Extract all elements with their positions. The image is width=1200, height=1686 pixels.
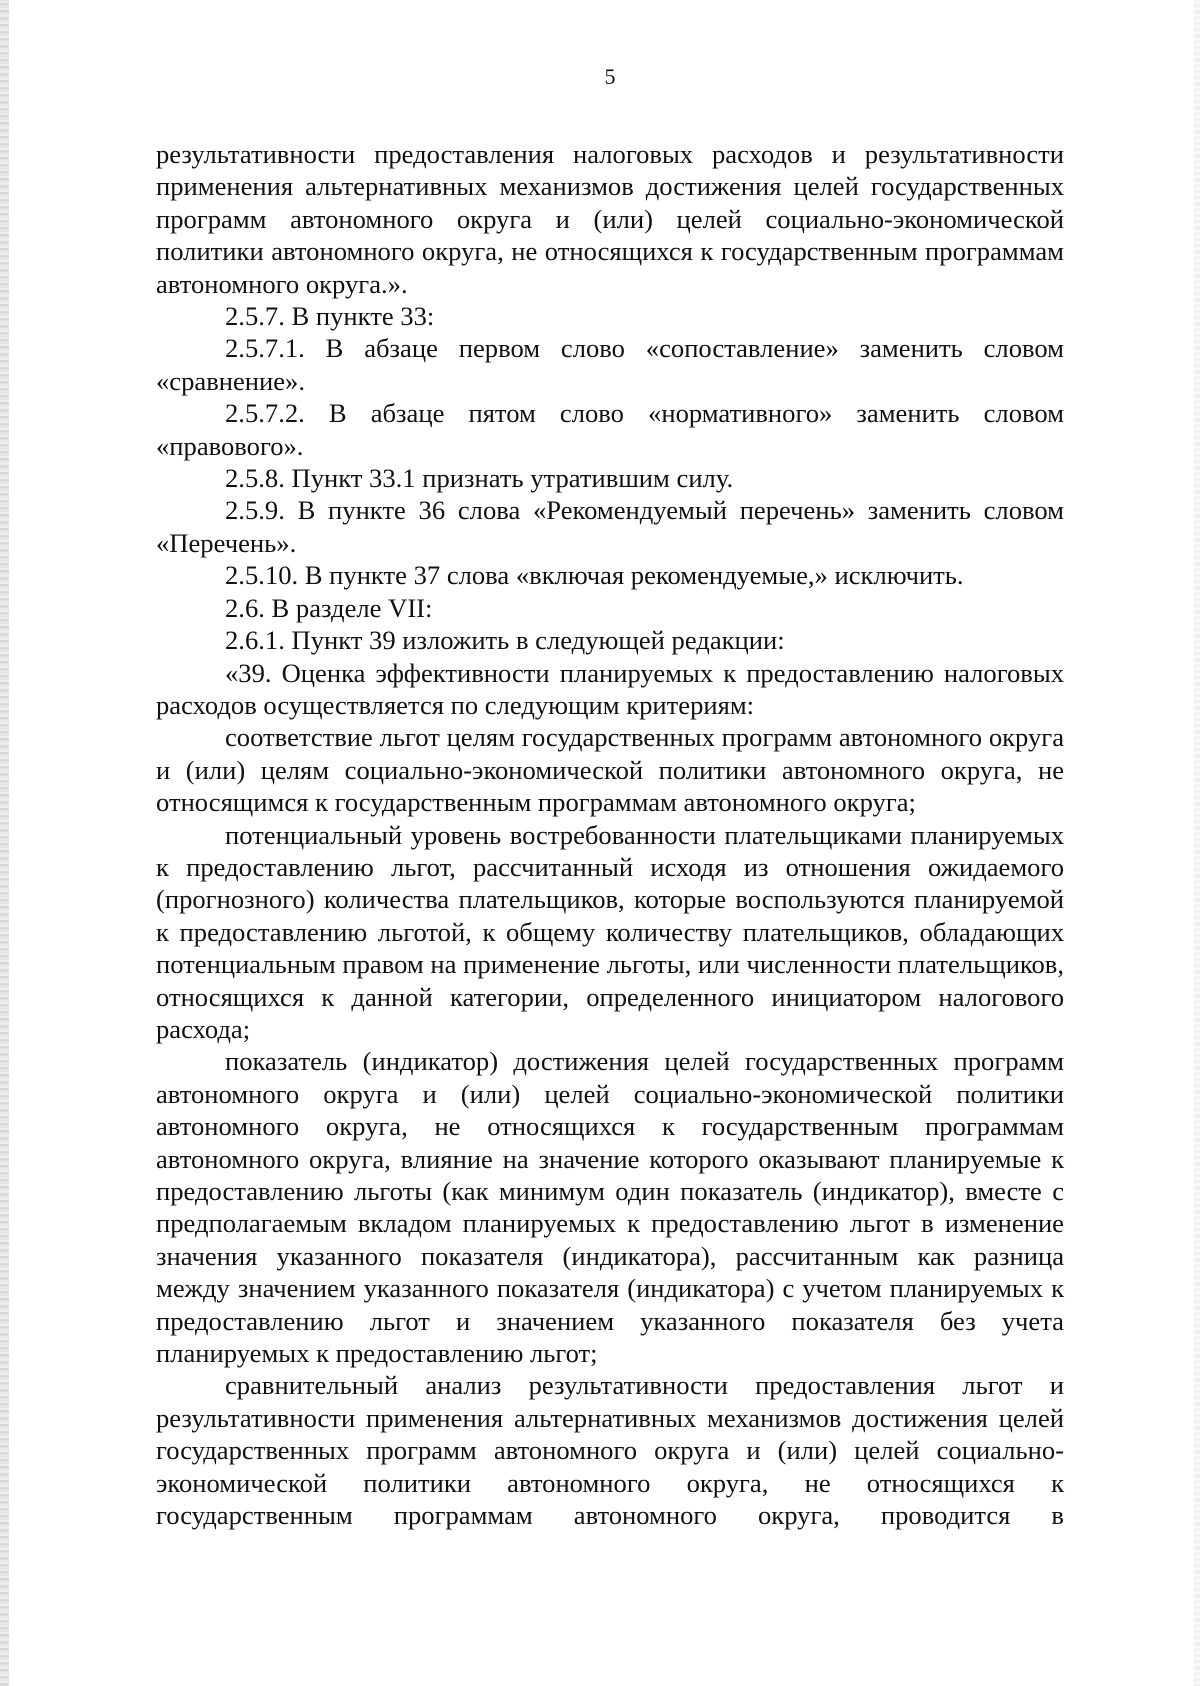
- paragraph-criterion-indicator: показатель (индикатор) достижения целей государственных программ автономного округа и (или) целей социально-экономической политики автономного округа, не относящихся к государственным программам автономного округа, влияние на значение которого оказывают планируемые к предоставлению льготы (как минимум один показатель (индикатор), вместе с предполагаемым вкладом планируемых к предоставлению льгот в изменение значения указанного показателя (индикатора), рассчитанным как разница между значением указанного показателя (индикатора) с учетом планируемых к предоставлению льгот и значением указанного показателя без учета планируемых к предоставлению льгот;: [156, 1046, 1064, 1369]
- scan-edge-right: [1194, 0, 1200, 1686]
- paragraph-2-5-10: 2.5.10. В пункте 37 слова «включая рекомендуемые,» исключить.: [225, 560, 964, 591]
- paragraph-2-5-7: 2.5.7. В пункте 33:: [225, 301, 435, 332]
- paragraph-2-5-8: 2.5.8. Пункт 33.1 признать утратившим силу.: [225, 463, 734, 494]
- paragraph-point-39: «39. Оценка эффективности планируемых к предоставлению налоговых расходов осуществляется по следующим критериям:: [156, 657, 1064, 720]
- paragraph-2-6-1: 2.6.1. Пункт 39 изложить в следующей редакции:: [225, 625, 785, 656]
- paragraph-criterion-goals: соответствие льгот целям государственных программ автономного округа и (или) целям социально-экономической политики автономного округа, не относящимся к государственным программам автономного округа;: [156, 722, 1064, 818]
- document-body: [156, 138, 1064, 1531]
- paragraph-2-6: 2.6. В разделе VII:: [225, 592, 433, 623]
- paragraph-2-5-7-2: 2.5.7.2. В абзаце пятом слово «нормативного» заменить словом «правового».: [156, 398, 1064, 461]
- scan-edge-left: [0, 0, 9, 1686]
- paragraph-2-5-7-1: 2.5.7.1. В абзаце первом слово «сопоставление» заменить словом «сравнение».: [156, 333, 1064, 396]
- paragraph-continuation: результативности предоставления налоговых расходов и результативности применения альтернативных механизмов достижения целей государственных программ автономного округа и (или) целей социально-экономической политики автономного округа, не относящихся к государственным программам автономного округа.».: [156, 139, 1064, 299]
- paragraph-criterion-comparison: сравнительный анализ результативности предоставления льгот и результативности применения альтернативных механизмов достижения целей государственных программ автономного округа и (или) целей социально-экономической политики автономного округа, не относящихся к государственным программам автономного округа, проводится в: [156, 1370, 1064, 1531]
- page-number: 5: [604, 64, 616, 89]
- paragraph-criterion-demand: потенциальный уровень востребованности плательщиками планируемых к предоставлению льгот, рассчитанный исходя из отношения ожидаемого (прогнозного) количества плательщиков, которые воспользуются планируемой к предоставлению льготой, к общему количеству плательщиков, обладающих потенциальным правом на применение льготы, или численности плательщиков, относящихся к данной категории, определенного инициатором налогового расхода;: [156, 819, 1064, 1044]
- paragraph-2-5-9: 2.5.9. В пункте 36 слова «Рекомендуемый перечень» заменить словом «Перечень».: [156, 495, 1064, 558]
